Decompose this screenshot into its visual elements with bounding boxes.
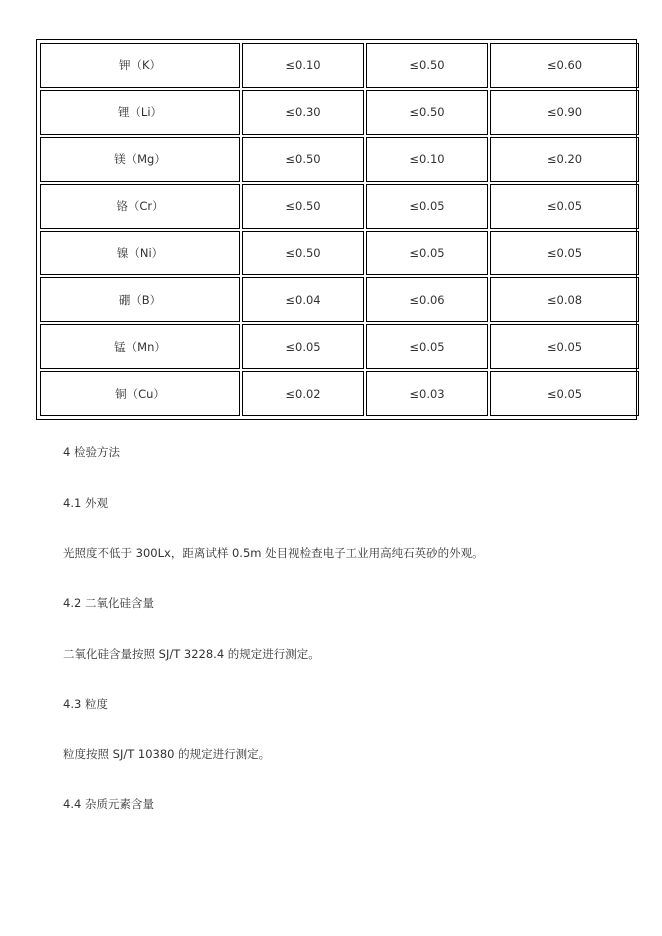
table-row bbox=[40, 43, 639, 88]
value-cell: ≤0.05 bbox=[366, 184, 488, 229]
value-cell: ≤0.10 bbox=[242, 43, 364, 88]
impurity-table-grid bbox=[38, 41, 641, 418]
value-cell: ≤0.20 bbox=[490, 137, 639, 182]
table-row bbox=[40, 184, 639, 229]
value-cell: ≤0.05 bbox=[490, 371, 639, 416]
element-cell: 镍（Ni） bbox=[40, 231, 240, 276]
element-cell: 硼（B） bbox=[40, 277, 240, 322]
table-row bbox=[40, 231, 639, 276]
value-cell: ≤0.08 bbox=[490, 277, 639, 322]
value-cell: ≤0.50 bbox=[366, 90, 488, 135]
value-cell: ≤0.90 bbox=[490, 90, 639, 135]
section-heading-4-3: 4.3 粒度 bbox=[63, 697, 108, 711]
table-row bbox=[40, 371, 639, 416]
value-cell: ≤0.06 bbox=[366, 277, 488, 322]
section-heading-4-4: 4.4 杂质元素含量 bbox=[63, 797, 154, 811]
element-cell: 锰（Mn） bbox=[40, 324, 240, 369]
table-row bbox=[40, 90, 639, 135]
element-cell: 铬（Cr） bbox=[40, 184, 240, 229]
element-cell: 锂（Li） bbox=[40, 90, 240, 135]
value-cell: ≤0.50 bbox=[242, 184, 364, 229]
element-cell: 镁（Mg） bbox=[40, 137, 240, 182]
paragraph-particle-size: 粒度按照 SJ/T 10380 的规定进行测定。 bbox=[63, 747, 271, 761]
paragraph-silica-content: 二氧化硅含量按照 SJ/T 3228.4 的规定进行测定。 bbox=[63, 647, 320, 661]
value-cell: ≤0.10 bbox=[366, 137, 488, 182]
section-heading-4: 4 检验方法 bbox=[63, 445, 120, 459]
element-cell: 钾（K） bbox=[40, 43, 240, 88]
table-row bbox=[40, 277, 639, 322]
section-heading-4-1: 4.1 外观 bbox=[63, 496, 108, 510]
element-cell: 铜（Cu） bbox=[40, 371, 240, 416]
value-cell: ≤0.03 bbox=[366, 371, 488, 416]
section-heading-4-2: 4.2 二氧化硅含量 bbox=[63, 596, 154, 610]
paragraph-appearance: 光照度不低于 300Lx，距离试样 0.5m 处目视检查电子工业用高纯石英砂的外观。 bbox=[63, 546, 484, 560]
value-cell: ≤0.04 bbox=[242, 277, 364, 322]
value-cell: ≤0.02 bbox=[242, 371, 364, 416]
table-row bbox=[40, 324, 639, 369]
value-cell: ≤0.30 bbox=[242, 90, 364, 135]
value-cell: ≤0.05 bbox=[366, 231, 488, 276]
value-cell: ≤0.50 bbox=[242, 137, 364, 182]
value-cell: ≤0.05 bbox=[366, 324, 488, 369]
value-cell: ≤0.05 bbox=[490, 184, 639, 229]
value-cell: ≤0.05 bbox=[490, 231, 639, 276]
value-cell: ≤0.60 bbox=[490, 43, 639, 88]
table-row bbox=[40, 137, 639, 182]
value-cell: ≤0.05 bbox=[242, 324, 364, 369]
impurity-limits-table bbox=[36, 39, 637, 420]
value-cell: ≤0.50 bbox=[242, 231, 364, 276]
value-cell: ≤0.50 bbox=[366, 43, 488, 88]
value-cell: ≤0.05 bbox=[490, 324, 639, 369]
